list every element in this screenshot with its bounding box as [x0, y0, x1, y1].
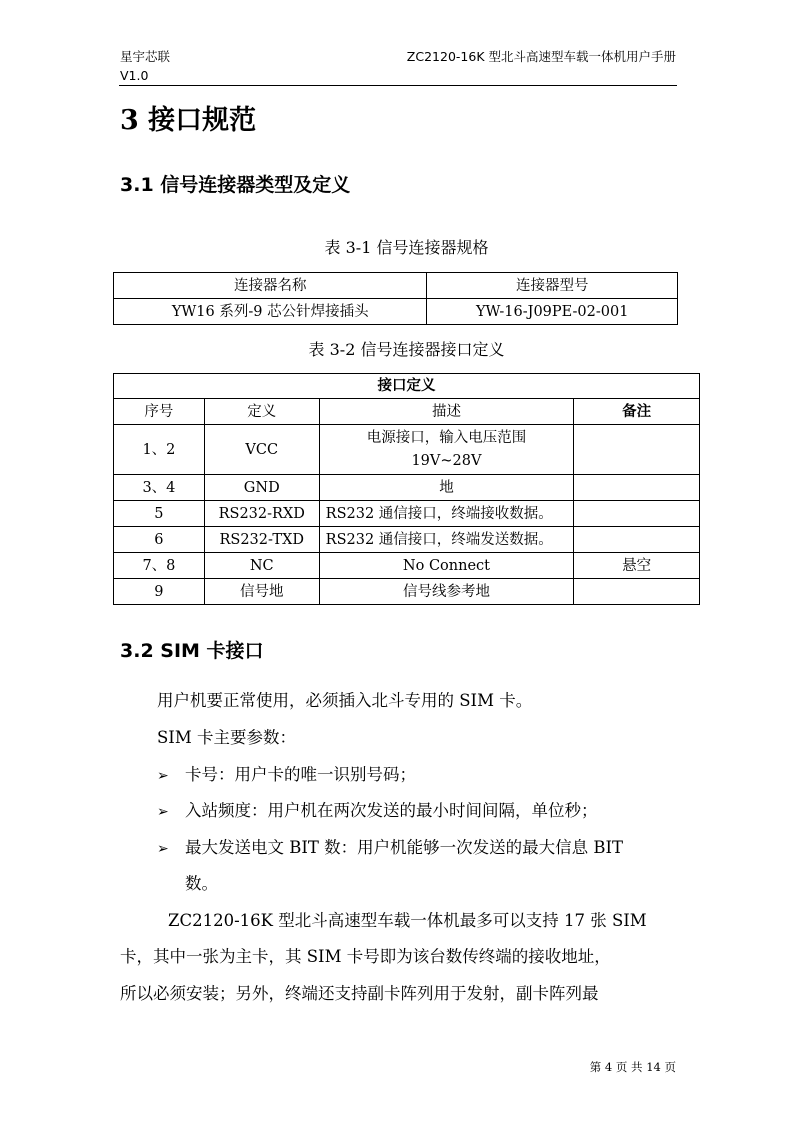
version-label: V1.0: [120, 68, 149, 83]
table1-cell-model: YW-16-J09PE-02-001: [427, 299, 678, 325]
table2-header-def: 定义: [204, 399, 319, 425]
row-note: [574, 579, 700, 605]
row-desc-line1: 电源接口，输入电压范围: [366, 429, 527, 446]
list-item: [157, 764, 416, 787]
bullet-arrow-icon: ➢: [157, 841, 169, 857]
table-row: [114, 425, 700, 475]
list-item: [157, 837, 623, 860]
page-number: 第 4 页 共 14 页: [589, 1060, 676, 1074]
row-def: NC: [204, 553, 319, 579]
list-item-continuation: 数。: [185, 874, 218, 893]
table2-title: 接口定义: [114, 374, 700, 399]
page-header-left: [120, 47, 170, 85]
row-def: GND: [204, 475, 319, 501]
subsection-title-3-1: 3.1 信号连接器类型及定义: [120, 174, 351, 196]
row-desc: 地: [319, 475, 574, 501]
header-divider: [119, 85, 677, 86]
row-note: [574, 475, 700, 501]
row-note: [574, 501, 700, 527]
row-note: 悬空: [574, 553, 700, 579]
table1-header-name: 连接器名称: [114, 273, 427, 299]
paragraph-line-2: 卡，其中一张为主卡，其 SIM 卡号即为该台数传终端的接收地址，: [120, 947, 611, 966]
row-def: RS232-TXD: [204, 527, 319, 553]
table-row: [114, 527, 700, 553]
row-no: 1、2: [114, 425, 205, 475]
bullet-arrow-icon: ➢: [157, 768, 169, 784]
row-desc: RS232 通信接口，终端接收数据。: [319, 501, 574, 527]
paragraph-sim-params: SIM 卡主要参数：: [157, 728, 296, 747]
company-name: 星宇芯联: [120, 49, 171, 64]
list-item-text: 最大发送电文 BIT 数：用户机能够一次发送的最大信息 BIT: [185, 838, 624, 857]
paragraph-line-1: ZC2120-16K 型北斗高速型车载一体机最多可以支持 17 张 SIM: [168, 911, 647, 930]
row-desc: [319, 425, 574, 475]
row-desc-line2: 19V~28V: [411, 452, 482, 469]
table2-caption: 表 3-2 信号连接器接口定义: [308, 340, 505, 359]
list-item-text: 入站频度：用户机在两次发送的最小时间间隔，单位秒；: [185, 801, 598, 820]
table1-cell-name: YW16 系列-9 芯公针焊接插头: [114, 299, 427, 325]
table-row: [114, 553, 700, 579]
row-def: 信号地: [204, 579, 319, 605]
row-desc: No Connect: [319, 553, 574, 579]
list-item-text: 卡号：用户卡的唯一识别号码；: [185, 765, 416, 784]
list-item: [157, 800, 598, 823]
row-desc: 信号线参考地: [319, 579, 574, 605]
table1-caption: 表 3-1 信号连接器规格: [324, 238, 489, 257]
row-desc: RS232 通信接口，终端发送数据。: [319, 527, 574, 553]
table2-header-no: 序号: [114, 399, 205, 425]
table-row: [114, 501, 700, 527]
document-title: ZC2120-16K 型北斗高速型车载一体机用户手册: [406, 49, 676, 64]
section-title: 3 接口规范: [120, 105, 257, 136]
row-no: 7、8: [114, 553, 205, 579]
table-row: [114, 579, 700, 605]
interface-definition-table: [113, 373, 700, 605]
bullet-arrow-icon: ➢: [157, 804, 169, 820]
connector-spec-table: [113, 272, 678, 325]
row-def: RS232-RXD: [204, 501, 319, 527]
paragraph-line-3: 所以必须安装；另外，终端还支持副卡阵列用于发射，副卡阵列最: [120, 984, 599, 1003]
table2-header-desc: 描述: [319, 399, 574, 425]
subsection-title-3-2: 3.2 SIM 卡接口: [120, 640, 264, 662]
table1-header-model: 连接器型号: [427, 273, 678, 299]
paragraph-sim-required: 用户机要正常使用，必须插入北斗专用的 SIM 卡。: [157, 691, 533, 710]
row-note: [574, 527, 700, 553]
table2-header-note: 备注: [574, 399, 700, 425]
row-no: 9: [114, 579, 205, 605]
row-note: [574, 425, 700, 475]
row-no: 3、4: [114, 475, 205, 501]
row-no: 6: [114, 527, 205, 553]
table-row: [114, 475, 700, 501]
row-no: 5: [114, 501, 205, 527]
row-def: VCC: [204, 425, 319, 475]
